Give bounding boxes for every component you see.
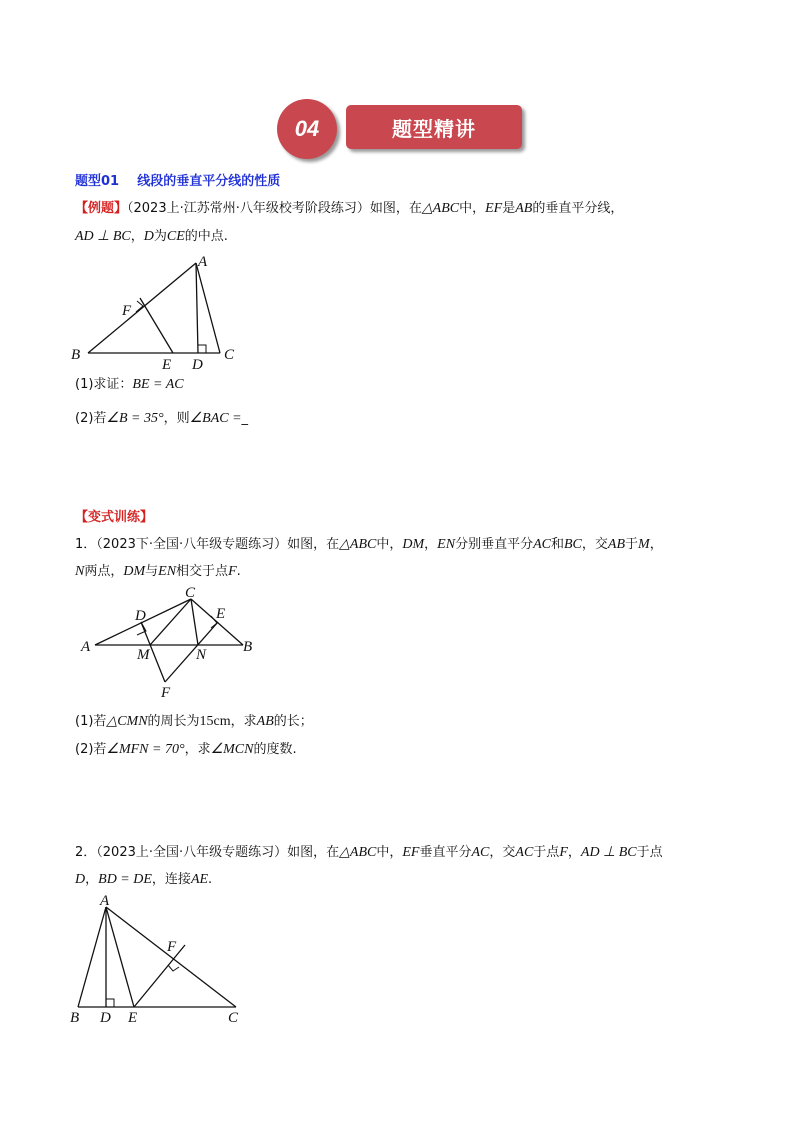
example-line-2: AD ⊥ BC，D为CE的中点. — [75, 229, 228, 244]
topic-heading — [75, 173, 280, 191]
label-C: C — [228, 1010, 239, 1026]
example-line-1: 【例题】（2023上·江苏常州·八年级校考阶段练习）如图，在△ABC中，EF是AB的垂直平分线， — [75, 201, 624, 216]
label-D: D — [100, 1010, 111, 1026]
example-question-2: (2)若∠B = 35°，则∠BAC =_ — [75, 411, 249, 426]
label-A: A — [198, 254, 208, 270]
practice1-question-2: (2)若∠MFN = 70°，求∠MCN的度数. — [75, 742, 297, 757]
practice-tag: 【变式训练】 — [75, 510, 154, 525]
practice2-line-1: 2．（2023上·全国·八年级专题练习）如图，在△ABC中，EF垂直平分AC，交AC于点F，AD ⊥ BC于点 — [75, 845, 663, 860]
label-C: C — [224, 347, 235, 363]
label-E: E — [162, 357, 172, 373]
practice2-figure — [62, 893, 262, 1028]
example-figure — [60, 248, 260, 373]
section-title: 题型精讲 — [392, 116, 476, 141]
practice1-line-1: 1．（2023下·全国·八年级专题练习）如图，在△ABC中，DM，EN分别垂直平分AC和BC，交AB于M， — [75, 537, 663, 552]
label-F: F — [161, 685, 171, 701]
practice1-question-1: (1)若△CMN的周长为15cm，求AB的长； — [75, 714, 313, 729]
example-question-1: (1)求证：BE = AC — [75, 377, 184, 392]
section-title-banner — [346, 105, 522, 149]
label-F: F — [122, 303, 132, 319]
practice2-line-2: D，BD = DE，连接AE. — [75, 872, 213, 887]
practice1-figure — [75, 585, 275, 705]
topic-label: 题型01 — [75, 174, 120, 189]
label-E: E — [216, 606, 226, 622]
label-M: M — [137, 647, 150, 663]
label-A: A — [81, 639, 91, 655]
topic-title: 线段的垂直平分线的性质 — [137, 174, 281, 189]
example-tag: 【例题】 — [75, 201, 128, 216]
label-A: A — [100, 893, 110, 909]
label-D: D — [135, 608, 146, 624]
label-B: B — [71, 347, 81, 363]
label-N: N — [196, 647, 207, 663]
label-C: C — [185, 585, 196, 601]
section-number: 04 — [294, 116, 320, 141]
label-F: F — [167, 939, 177, 955]
label-B: B — [70, 1010, 80, 1026]
section-number-badge — [277, 99, 337, 159]
label-D: D — [192, 357, 203, 373]
label-E: E — [128, 1010, 138, 1026]
practice1-line-2: N两点，DM与EN相交于点F. — [75, 564, 241, 579]
label-B: B — [243, 639, 253, 655]
